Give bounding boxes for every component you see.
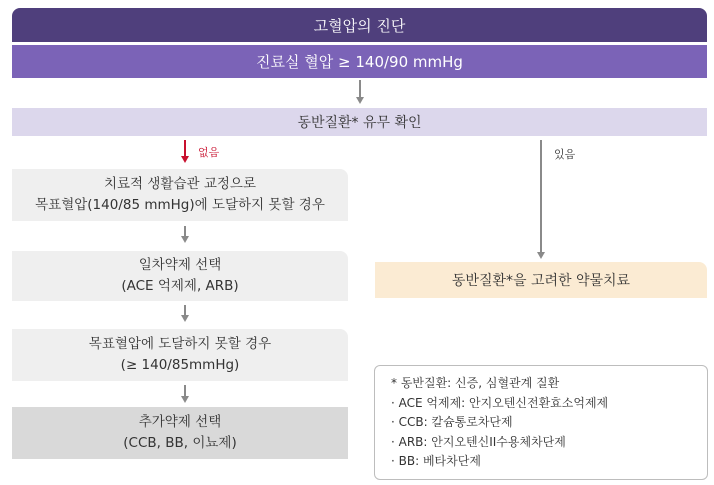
footnote-arb: · ARB: 안지오텐신II수용체차단제	[391, 434, 566, 449]
first-line-drug-step-line2: (ACE 억제제, ARB)	[121, 278, 239, 294]
footnote-comorbidity: * 동반질환: 신증, 심혈관계 질환	[391, 376, 560, 390]
connector-line-yes	[540, 140, 542, 253]
footnote-box	[374, 365, 708, 480]
first-line-drug-step-line1: 일차약제 선택	[138, 257, 222, 273]
target-not-reached-step-line1: 목표혈압에 도달하지 못할 경우	[88, 336, 272, 352]
footnote-ccb: · CCB: 칼슘통로차단제	[391, 415, 513, 429]
comorbidity-drug-therapy: 동반질환*을 고려한 약물치료	[375, 262, 707, 298]
first-line-drug-step	[12, 251, 348, 301]
target-not-reached-step	[12, 329, 348, 381]
lifestyle-step-line1: 치료적 생활습관 교정으로	[103, 176, 257, 192]
branch-label-no: 없음	[198, 146, 220, 159]
arrow-down-icon	[181, 315, 189, 322]
target-not-reached-step-line2: (≥ 140/85mmHg)	[120, 357, 240, 373]
comorbidity-check: 동반질환* 유무 확인	[12, 108, 707, 136]
arrow-down-red-icon	[181, 156, 189, 163]
connector-line	[359, 80, 361, 98]
additional-drug-step-line2: (CCB, BB, 이뇨제)	[123, 435, 237, 451]
arrow-down-icon	[181, 236, 189, 243]
footnote-bb: · BB: 베타차단제	[391, 454, 481, 468]
diagnosis-criteria: 진료실 혈압 ≥ 140/90 mmHg	[12, 45, 707, 78]
lifestyle-step	[12, 169, 348, 221]
additional-drug-step	[12, 407, 348, 459]
arrow-down-icon	[181, 396, 189, 403]
branch-label-yes: 있음	[554, 148, 576, 161]
additional-drug-step-line1: 추가약제 선택	[138, 414, 222, 430]
connector-line-no	[184, 140, 186, 157]
arrow-down-icon	[537, 252, 545, 259]
lifestyle-step-line2: 목표혈압(140/85 mmHg)에 도달하지 못할 경우	[35, 197, 325, 213]
diagram-title: 고혈압의 진단	[12, 8, 707, 42]
footnote-ace: · ACE 억제제: 안지오텐신전환효소억제제	[391, 395, 609, 410]
arrow-down-icon	[356, 97, 364, 104]
